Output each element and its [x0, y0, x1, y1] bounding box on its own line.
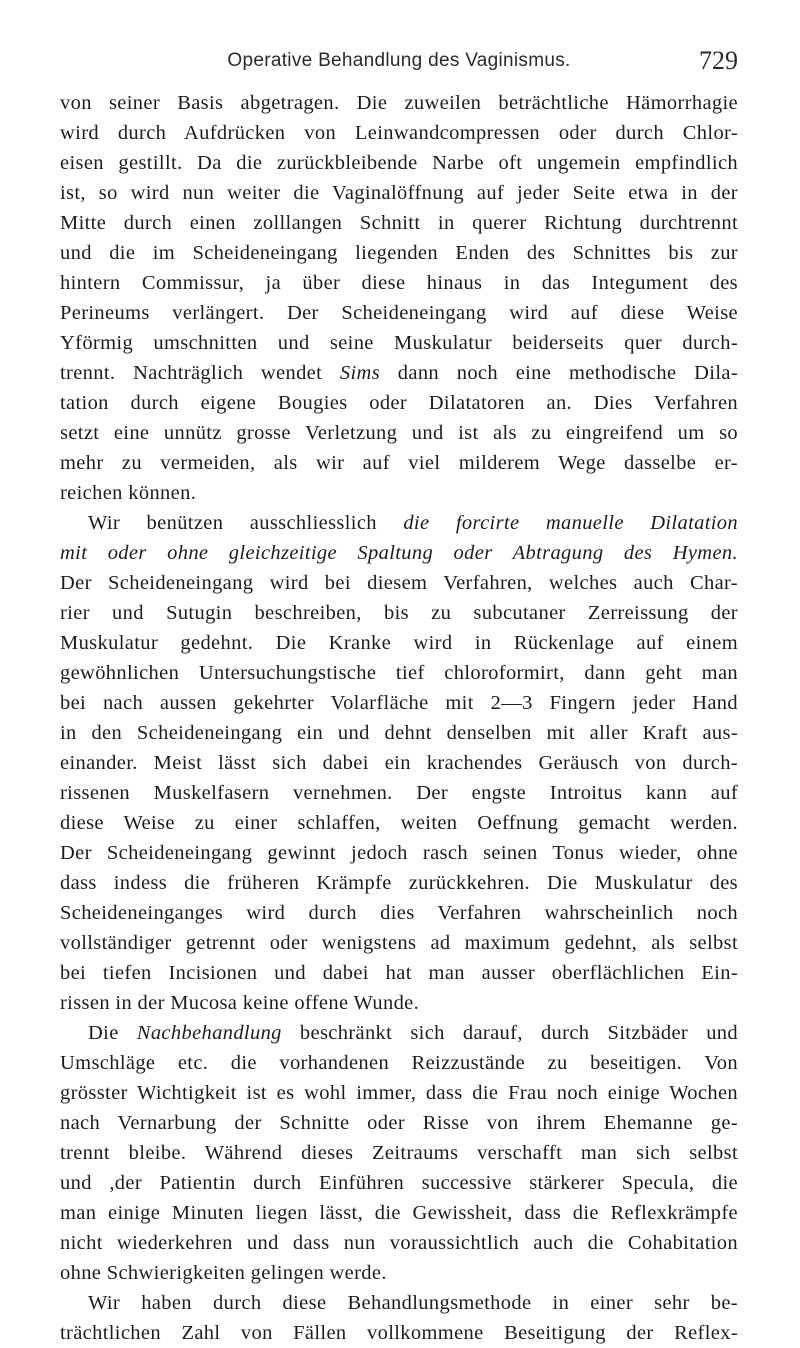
text-line: mehr zu vermeiden, als wir auf viel milderem Wege dasselbe er- — [60, 452, 738, 474]
text-line: Umschläge etc. die vorhandenen Reizzustände zu beseitigen. Von — [60, 1052, 738, 1074]
book-page — [60, 46, 739, 1348]
emphasis-italic: die forcirte manuelle Dilatation — [403, 512, 739, 534]
text-line: Perineums verlängert. Der Scheideneingang wird auf diese Weise — [60, 302, 738, 324]
page-header — [60, 46, 738, 88]
text-line: trennt bleibe. Während dieses Zeitraums verschafft man sich selbst — [60, 1142, 738, 1164]
text-line: hintern Commissur, ja über diese hinaus in das Integument des — [60, 272, 738, 294]
text-line: einander. Meist lässt sich dabei ein krachendes Geräusch von durch- — [60, 752, 738, 774]
text-line: nicht wiederkehren und dass nun voraussichtlich auch die Cohabitation — [60, 1232, 738, 1254]
text-segment: Die — [88, 1022, 119, 1044]
emphasis-italic: Nachbehandlung — [136, 1022, 282, 1044]
text-line: wird durch Aufdrücken von Leinwandcompressen oder durch Chlor- — [60, 122, 738, 144]
text-line: dass indess die früheren Krämpfe zurückkehren. Die Muskulatur des — [60, 872, 738, 894]
text-line: bei nach aussen gekehrter Volarfläche mit 2—3 Fingern jeder Hand — [60, 692, 738, 714]
text-line: vollständiger getrennt oder wenigstens ad maximum gedehnt, als selbst — [60, 932, 738, 954]
text-line: gewöhnlichen Untersuchungstische tief chloroformirt, dann geht man — [60, 662, 738, 684]
text-line-italic: mit oder ohne gleichzeitige Spaltung oder Abtragung des Hymen. — [60, 542, 738, 564]
text-line: und ,der Patientin durch Einführen successive stärkerer Specula, die — [60, 1172, 738, 1194]
text-line: man einige Minuten liegen lässt, die Gewissheit, dass die Reflexkrämpfe — [60, 1202, 738, 1224]
text-line: trächtlichen Zahl von Fällen vollkommene Beseitigung der Reflex- — [60, 1322, 738, 1344]
text-line: ohne Schwierigkeiten gelingen werde. — [60, 1262, 387, 1284]
text-line: rier und Sutugin beschreiben, bis zu subcutaner Zerreissung der — [60, 602, 738, 624]
running-head: Operative Behandlung des Vaginismus. — [227, 50, 571, 71]
text-segment: dann noch eine methodische Dila- — [397, 362, 738, 384]
text-line: Scheideneinganges wird durch dies Verfahren wahrscheinlich noch — [60, 902, 738, 924]
text-line: und die im Scheideneingang liegenden Enden des Schnittes bis zur — [60, 242, 738, 264]
text-line: rissenen Muskelfasern vernehmen. Der engste Introitus kann auf — [60, 782, 738, 804]
text-line: eisen gestillt. Da die zurückbleibende Narbe oft ungemein empfindlich — [60, 152, 738, 174]
text-line: Muskulatur gedehnt. Die Kranke wird in Rückenlage auf einem — [60, 632, 738, 654]
text-line: bei tiefen Incisionen und dabei hat man ausser oberflächlichen Ein- — [60, 962, 738, 984]
text-line: Wir haben durch diese Behandlungsmethode in einer sehr be- — [88, 1292, 738, 1314]
text-line: ist, so wird nun weiter die Vaginalöffnung auf jeder Seite etwa in der — [60, 182, 738, 204]
text-line: setzt eine unnütz grosse Verletzung und ist als zu eingreifend um so — [60, 422, 738, 444]
text-line: rissen in der Mucosa keine offene Wunde. — [60, 992, 420, 1014]
text-line: Yförmig umschnitten und seine Muskulatur beiderseits quer durch- — [60, 332, 738, 354]
text-line — [60, 358, 738, 388]
text-line: Der Scheideneingang wird bei diesem Verfahren, welches auch Char- — [60, 572, 738, 594]
text-segment: beschränkt sich darauf, durch Sitzbäder und — [299, 1022, 738, 1044]
text-segment: trennt. Nachträglich wendet — [60, 362, 323, 384]
text-line — [60, 1018, 738, 1048]
author-name-italic: Sims — [339, 362, 381, 384]
text-line: diese Weise zu einer schlaffen, weiten Oeffnung gemacht werden. — [60, 812, 738, 834]
text-segment: Wir benützen ausschliesslich — [88, 512, 377, 534]
text-line: reichen können. — [60, 482, 197, 504]
text-line: grösster Wichtigkeit ist es wohl immer, dass die Frau noch einige Wochen — [60, 1082, 738, 1104]
page-number: 729 — [699, 46, 738, 75]
text-line: Der Scheideneingang gewinnt jedoch rasch seinen Tonus wieder, ohne — [60, 842, 738, 864]
text-line: nach Vernarbung der Schnitte oder Risse von ihrem Ehemanne ge- — [60, 1112, 738, 1134]
text-line: in den Scheideneingang ein und dehnt denselben mit aller Kraft aus- — [60, 722, 738, 744]
text-line — [60, 508, 738, 538]
text-line: von seiner Basis abgetragen. Die zuweilen beträchtliche Hämorrhagie — [60, 92, 738, 114]
text-line: Mitte durch einen zolllangen Schnitt in querer Richtung durchtrennt — [60, 212, 738, 234]
body-text — [60, 88, 738, 1348]
text-line: tation durch eigene Bougies oder Dilatatoren an. Dies Verfahren — [60, 392, 738, 414]
